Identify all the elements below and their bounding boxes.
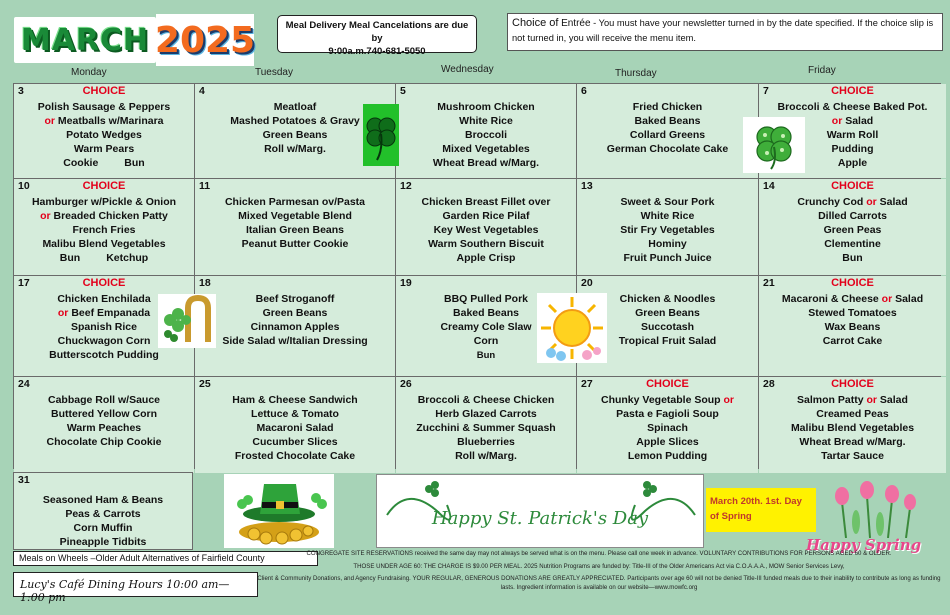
day-cell-31: 31 Seasoned Ham & Beans Peas & Carrots Corn Muffin Pineapple Tidbits [13,472,193,550]
day-number: 21 [763,277,775,289]
menu-item: Peas & Carrots [65,508,141,520]
menu-item: Fried Chicken [632,101,703,113]
menu-item: Chicken Breast Fillet over [421,196,551,208]
menu-item: Pineapple Tidbits [59,536,147,548]
day-number: 10 [18,180,30,192]
menu-item: Warm Southern Biscuit [428,238,544,250]
menu-item: Baked Beans [453,307,519,319]
day-number: 19 [400,277,412,289]
menu-item: Mushroom Chicken [437,101,535,113]
menu-item: Succotash [640,321,695,333]
menu-item: Dilled Carrots [818,210,887,222]
menu-item: Broccoli & Cheese Chicken [417,394,555,406]
menu-item: Pasta e Fagioli Soup [616,408,719,420]
day-number: 28 [763,378,775,390]
menu-item: Potato Wedges [66,129,142,141]
shamrock-icon [743,117,805,173]
menu-item: Carrot Cake [822,335,883,347]
menu-item: Apple Crisp [456,252,516,264]
choice-label: CHOICE [82,180,126,192]
day-number: 4 [199,85,205,97]
fineprint: CONGREGATE SITE RESERVATIONS received the same day may not always be served what is on the menu. Please call one week in advance. VOLUNTARY CONTRIBUTIONS FOR PERSONS AGED 60 & OLDER. THOSE UNDER AGE 60: THE CHARGE IS $9.00 PER MEAL. 2025 Nutrition Programs are funded by: Title-III of the Older Americans Act via C.O.A.A.A., MOW Senior Services Levy, Client & Community Donations, and Agency Fundraising. YOUR REGULAR, GENEROUS DONATIONS ARE GREATLY APPRECIATED. Participants over age 60 will not be denied Title-III funded meals due to their inability to contribute as long as funding lasts. Ingredient information is available on our website—www.mowfc.org [257,550,941,591]
choice-label: CHOICE [646,378,689,390]
day-number: 14 [763,180,775,192]
menu-item: Apple [837,157,868,169]
menu-item: Warm Pears [73,143,135,155]
menu-item: Cabbage Roll w/Sauce [47,394,161,406]
menu-item: Peanut Butter Cookie [241,238,349,250]
day-cell-25 [195,377,395,473]
menu-item: Stir Fry Vegetables [620,224,715,236]
day-number: 7 [763,85,769,97]
menu-item: Chicken Enchilada [57,293,151,305]
choice-label: CHOICE [831,180,874,192]
choice-label: CHOICE [831,277,874,289]
menu-item: Apple Slices [636,436,699,448]
menu-item: Mashed Potatoes & Gravy [230,115,360,127]
day-cell-10 [14,179,194,275]
menu-item: Wax Beans [824,321,881,333]
day-name-monday: Monday [71,67,107,78]
menu-item: Corn [473,335,499,347]
menu-item: Tartar Sauce [821,450,884,462]
tulips-icon [822,478,922,538]
menu-item: Hamburger w/Pickle & Onion [31,196,177,208]
day-number: 27 [581,378,593,390]
menu-item: Salmon Patty or Salad [797,394,908,406]
menu-item: Bun Ketchup [59,252,149,264]
day-cell-5 [396,84,576,178]
day-number: 12 [400,180,412,192]
day-name-thursday: Thursday [615,68,657,79]
meals-on-wheels-label: Meals on Wheels –Older Adult Alternatives of Fairfield County [13,551,318,566]
menu-item: Hominy [648,238,687,250]
menu-item: Seasoned Ham & Beans [42,494,164,506]
menu-item: Roll w/Marg. [264,143,326,155]
menu-item: Cookie Bun [63,157,145,169]
menu-item: Chunky Vegetable Soup or [600,394,735,406]
day-cell-14 [759,179,946,275]
day-number: 26 [400,378,412,390]
menu-item: Broccoli [464,129,507,141]
day-cell-28 [759,377,946,473]
day-number: 11 [199,180,211,192]
menu-item: Bun [842,252,863,264]
day-cell-3 [14,84,194,178]
day-number: 20 [581,277,593,289]
menu-item: or Meatballs w/Marinara [44,115,164,127]
menu-item: or Salad [831,115,874,127]
day-number: 13 [581,180,593,192]
menu-item: White Rice [459,115,513,127]
day-cell-27 [577,377,758,473]
menu-item: Chocolate Chip Cookie [46,436,162,448]
menu-item: Broccoli & Cheese Baked Pot. [777,101,928,113]
menu-item: Fruit Punch Juice [623,252,712,264]
menu-item: Macaroni Salad [256,422,334,434]
day-number: 6 [581,85,587,97]
menu-item: Green Peas [823,224,882,236]
day-cell-12 [396,179,576,275]
day-number: 5 [400,85,406,97]
day-cell-11 [195,179,395,275]
menu-item: Green Beans [262,129,328,141]
menu-item: or Beef Empanada [57,307,151,319]
choice-label: CHOICE [831,85,874,97]
day-cell-13 [577,179,758,275]
menu-item: White Rice [640,210,695,222]
menu-item: Lettuce & Tomato [251,408,339,420]
menu-item: Meatloaf [273,101,317,113]
cafe-hours-label: Lucy's Café Dining Hours 10:00 am—1:00 pm [13,572,258,597]
menu-item: Italian Green Beans [245,224,345,236]
day-cell-18 [195,276,395,376]
menu-item: Clementine [824,238,881,250]
menu-item: French Fries [72,224,136,236]
day-cell-6 [577,84,758,178]
day-number: 24 [18,378,30,390]
sun-flowers-icon [537,293,607,363]
choice-note: Choice of Entrée - You must have your newsletter turned in by the date specified. If the choice slip is not turned in, you will receive the menu item. [507,13,943,51]
happy-spring-label: Happy Spring [806,536,922,554]
menu-item: Pudding [831,143,874,155]
spring-note: March 20th. 1st. Day of Spring [706,488,816,532]
menu-item: Side Salad w/Italian Dressing [222,335,368,347]
menu-item: Lemon Pudding [627,450,708,462]
choice-label: CHOICE [831,378,874,390]
menu-item: Herb Glazed Carrots [435,408,537,420]
month-logo: MARCH [14,17,156,63]
menu-item: Crunchy Cod or Salad [797,196,908,208]
menu-item: Mixed Vegetable Blend [238,210,352,222]
menu-item: Chuckwagon Corn [57,335,151,347]
menu-item: Malibu Blend Vegetables [790,422,915,434]
menu-item: Zucchini & Summer Squash [416,422,556,434]
menu-item: Sweet & Sour Pork [620,196,715,208]
horseshoe-icon [158,294,216,348]
menu-item: Garden Rice Pilaf [442,210,530,222]
day-name-wednesday: Wednesday [441,64,494,75]
menu-item: Green Beans [635,307,700,319]
menu-item: Green Beans [262,307,328,319]
menu-item: Spanish Rice [71,321,137,333]
menu-item: Corn Muffin [73,522,133,534]
menu-item: Roll w/Marg. [455,450,517,462]
st-patricks-banner: Happy St. Patrick's Day [376,474,704,548]
day-name-friday: Friday [808,65,836,76]
menu-item: Creamed Peas [816,408,889,420]
menu-item: Bun [476,350,496,361]
menu-item: Mixed Vegetables [442,143,530,155]
year-logo: 2025 [156,14,254,66]
menu-item: Cucumber Slices [252,436,338,448]
menu-item: Baked Beans [634,115,701,127]
day-cell-21 [759,276,946,376]
menu-item: BBQ Pulled Pork [443,293,528,305]
menu-item: Butterscotch Pudding [49,349,159,361]
day-cell-26 [396,377,576,473]
menu-item: Buttered Yellow Corn [51,408,157,420]
menu-item: Warm Roll [826,129,879,141]
shamrock-icon [363,104,399,166]
leprechaun-hat-icon [224,474,334,548]
menu-item: Wheat Bread w/Marg. [799,436,906,448]
menu-item: Blueberries [457,436,515,448]
menu-item: Ham & Cheese Sandwich [232,394,358,406]
menu-item: Polish Sausage & Peppers [37,101,171,113]
menu-item: Creamy Cole Slaw [440,321,532,333]
menu-item: Malibu Blend Vegetables [42,238,166,250]
day-name-tuesday: Tuesday [255,67,293,78]
menu-item: German Chocolate Cake [606,143,729,155]
menu-item: or Breaded Chicken Patty [40,210,168,222]
menu-item: Tropical Fruit Salad [618,335,717,347]
day-number: 25 [199,378,211,390]
menu-item: Warm Peaches [66,422,142,434]
menu-item: Stewed Tomatoes [808,307,897,319]
menu-item: Frosted Chocolate Cake [234,450,356,462]
menu-item: Cinnamon Apples [250,321,340,333]
menu-item: Chicken & Noodles [619,293,716,305]
menu-item: Wheat Bread w/Marg. [432,157,540,169]
menu-item: Macaroni & Cheese or Salad [781,293,924,305]
choice-label: CHOICE [82,85,126,97]
menu-item: Collard Greens [629,129,706,141]
menu-item: Key West Vegetables [433,224,539,236]
day-number: 17 [18,277,30,289]
menu-item: Chicken Parmesan ov/Pasta [224,196,366,208]
day-number: 18 [199,277,211,289]
day-number: 3 [18,85,24,97]
menu-item: Spinach [647,422,688,434]
menu-item: Beef Stroganoff [255,293,335,305]
delivery-cancellation-note: Meal Delivery Meal Cancelations are due by 9:00a.m.740-681-5050 [277,15,477,53]
choice-label: CHOICE [82,277,126,289]
day-cell-24 [14,377,194,473]
